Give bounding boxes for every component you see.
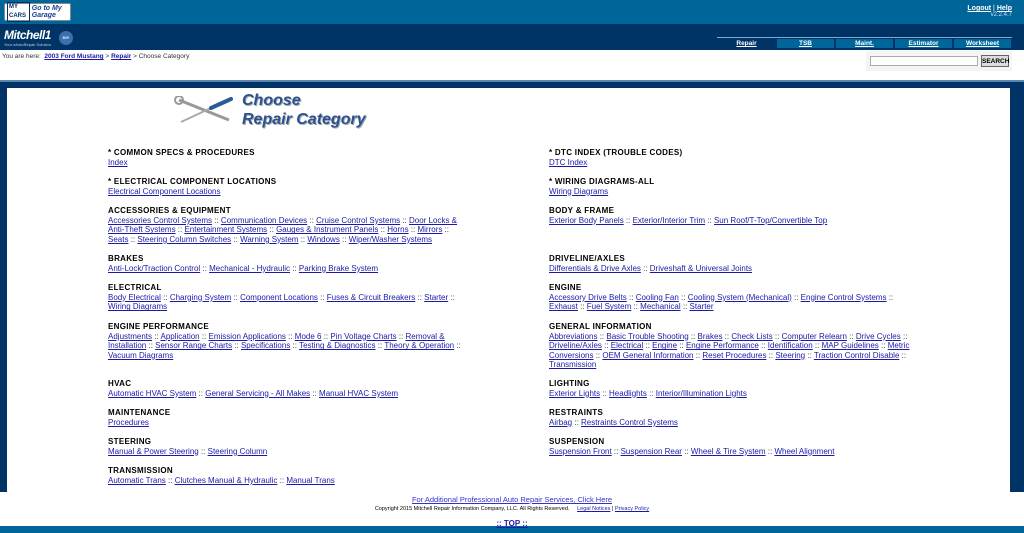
category-link[interactable]: Interior/Illumination Lights — [655, 388, 747, 398]
category-link[interactable]: Index — [108, 157, 128, 167]
separator: :: — [643, 341, 653, 351]
separator: :: — [623, 215, 633, 225]
category-link[interactable]: Steering Column — [207, 446, 268, 456]
category-title: * COMMON SPECS & PROCEDURES — [108, 148, 255, 157]
category-link[interactable]: Warning System — [240, 234, 299, 244]
category-link[interactable]: OEM General Information — [602, 350, 694, 360]
separator: :: — [165, 475, 175, 485]
category-link[interactable]: Steering Column Switches — [137, 234, 232, 244]
category-link[interactable]: Driveshaft & Universal Joints — [649, 263, 753, 273]
category-link[interactable]: Wheel Alignment — [774, 446, 835, 456]
separator: :: — [597, 331, 607, 341]
separator: :: — [339, 234, 349, 244]
separator: :: — [681, 446, 691, 456]
category-link[interactable]: Cooling Fan — [635, 292, 679, 302]
category-link[interactable]: Accessory Drive Belts — [549, 292, 627, 302]
go-to-my-garage-button[interactable] — [4, 3, 71, 21]
separator: :: — [231, 234, 241, 244]
category-link[interactable]: Seats — [108, 234, 129, 244]
separator: :: — [310, 388, 320, 398]
separator: :: — [146, 341, 156, 351]
category-link[interactable]: Drive Cycles — [855, 331, 901, 341]
category-link[interactable]: Parking Brake System — [298, 263, 379, 273]
category-link[interactable]: Adjustments — [108, 331, 153, 341]
category-link[interactable]: Manual HVAC System — [319, 388, 399, 398]
separator: :: — [886, 292, 894, 302]
page-title: Choose Repair Category — [242, 92, 366, 128]
category-link[interactable]: DTC Index — [549, 157, 588, 167]
category-title: BODY & FRAME — [549, 206, 615, 215]
separator: :: — [600, 388, 610, 398]
category-link[interactable]: Component Locations — [240, 292, 318, 302]
category-link[interactable]: Traction Control Disable — [813, 350, 900, 360]
separator: :: — [200, 263, 210, 273]
category-link[interactable]: Accessories Control Systems — [108, 215, 213, 225]
separator: :: — [277, 475, 287, 485]
category-title: * WIRING DIAGRAMS-ALL — [549, 177, 655, 186]
separator: :: — [640, 263, 650, 273]
separator: :: — [758, 341, 768, 351]
category-section — [108, 283, 470, 312]
category-link[interactable]: Suspension Front — [549, 446, 612, 456]
separator: :: — [678, 292, 688, 302]
separator: :: — [290, 263, 299, 273]
separator: :: — [160, 292, 170, 302]
category-link[interactable]: Headlights — [609, 388, 647, 398]
category-section — [549, 148, 911, 167]
separator: :: — [899, 350, 907, 360]
category-link[interactable]: Basic Trouble Shooting — [606, 331, 689, 341]
category-link[interactable]: Exterior/Interior Trim — [632, 215, 706, 225]
category-section — [549, 437, 911, 456]
category-title: HVAC — [108, 379, 132, 388]
separator: :: — [688, 331, 698, 341]
category-link[interactable]: Horns — [387, 225, 409, 235]
category-link[interactable]: Mode 6 — [294, 331, 322, 341]
separator: :: — [285, 331, 295, 341]
top-bar — [0, 0, 1024, 24]
tab-estimator[interactable]: Estimator — [894, 38, 953, 49]
separator: :: — [128, 234, 138, 244]
help-link[interactable]: Help — [996, 5, 1012, 12]
category-link[interactable]: Engine Control Systems — [800, 292, 887, 302]
category-link[interactable]: Clutches Manual & Hydraulic — [174, 475, 278, 485]
search-area — [866, 51, 1012, 71]
category-link[interactable]: Suspension Rear — [620, 446, 682, 456]
category-section — [549, 177, 911, 196]
breadcrumb: You are here: 2003 Ford Mustang > Repair > Choose Category — [2, 53, 190, 60]
additional-services-link[interactable]: For Additional Professional Auto Repair Services, Click Here — [411, 495, 613, 504]
category-link[interactable]: Sun Roof/T-Top/Convertible Top — [713, 215, 828, 225]
separator: :: — [378, 225, 388, 235]
category-link[interactable]: Vacuum Diagrams — [108, 350, 174, 360]
category-link[interactable]: Fuel System — [586, 302, 632, 312]
category-link[interactable]: Exhaust — [549, 302, 578, 312]
category-section — [108, 254, 470, 273]
separator: :: — [415, 292, 425, 302]
main-tabs — [717, 37, 1012, 49]
category-link[interactable]: Driveline/Axles — [549, 341, 602, 351]
category-link[interactable]: Starter — [689, 302, 714, 312]
version-text: v2.2.4.7 — [990, 12, 1012, 18]
separator: :: — [846, 331, 856, 341]
separator: :: — [577, 302, 587, 312]
separator: :: — [680, 302, 690, 312]
category-section — [108, 379, 470, 398]
category-section — [108, 437, 470, 456]
category-link[interactable]: Cruise Control Systems — [316, 215, 401, 225]
category-link[interactable]: Emission Applications — [208, 331, 286, 341]
category-link[interactable]: Anti-Lock/Traction Control — [108, 263, 201, 273]
breadcrumb-current: Choose Category — [138, 53, 190, 60]
category-title: RESTRAINTS — [549, 408, 604, 417]
category-link[interactable]: Engine — [652, 341, 678, 351]
category-section — [108, 408, 470, 427]
separator: :: — [805, 350, 814, 360]
separator: :: — [626, 292, 636, 302]
separator: :: — [175, 225, 185, 235]
tab-worksheet[interactable]: Worksheet — [953, 38, 1012, 49]
separator: :: — [631, 302, 641, 312]
copyright-text: Copyright 2015 Mitchell Repair Information Company, LLC. All Rights Reserved. — [374, 506, 570, 512]
category-link[interactable]: Exterior Body Panels — [549, 215, 624, 225]
category-link[interactable]: Procedures — [108, 417, 149, 427]
search-input[interactable] — [870, 56, 978, 66]
category-link[interactable]: Identification — [767, 341, 813, 351]
category-link[interactable]: Charging System — [169, 292, 232, 302]
category-link[interactable]: Wiper/Washer Systems — [348, 234, 432, 244]
category-link[interactable]: Automatic Trans — [108, 475, 166, 485]
mitchell1-logo: Mitchell1 Your eAutoRepair Solution DIY — [4, 28, 51, 47]
top-link[interactable]: :: TOP :: — [496, 519, 528, 528]
category-link[interactable]: Starter — [424, 292, 449, 302]
category-link[interactable]: Transmission — [549, 360, 597, 370]
breadcrumb-vehicle[interactable]: 2003 Ford Mustang — [44, 53, 104, 60]
separator: :: — [448, 292, 455, 302]
category-link[interactable]: Differentials & Drive Axles — [549, 263, 641, 273]
tab-repair[interactable]: Repair — [717, 38, 776, 49]
separator: :: — [408, 225, 418, 235]
category-title: BRAKES — [108, 254, 144, 263]
separator: :: — [231, 292, 241, 302]
category-link[interactable]: Gauges & Instrument Panels — [276, 225, 379, 235]
category-title: ENGINE — [549, 283, 582, 292]
separator: :: — [646, 388, 656, 398]
separator: :: — [705, 215, 714, 225]
separator: :: — [765, 446, 775, 456]
category-link[interactable]: Check Lists — [731, 331, 773, 341]
category-link[interactable]: Restraints Control Systems — [581, 417, 678, 427]
search-button[interactable]: SEARCH — [981, 55, 1009, 67]
category-link[interactable]: Theory & Operation — [384, 341, 455, 351]
category-section — [108, 177, 470, 196]
category-title: DRIVELINE/AXLES — [549, 254, 626, 263]
category-link[interactable]: Electrical — [610, 341, 644, 351]
breadcrumb-prefix: You are here: — [2, 53, 41, 60]
separator: :: — [812, 341, 822, 351]
category-link[interactable]: Steering — [775, 350, 806, 360]
category-section — [108, 148, 470, 167]
separator: :: — [198, 446, 208, 456]
category-link[interactable]: Wiring Diagrams — [549, 186, 609, 196]
separator: :: — [442, 225, 450, 235]
category-link[interactable]: General Servicing - All Makes — [205, 388, 311, 398]
content-panel — [7, 88, 1010, 492]
separator: :: — [791, 292, 801, 302]
category-title: TRANSMISSION — [108, 466, 173, 475]
separator: :: — [900, 331, 908, 341]
separator: :: — [572, 417, 582, 427]
separator: :: — [878, 341, 888, 351]
separator: :: — [199, 331, 209, 341]
category-link[interactable]: Communication Devices — [220, 215, 308, 225]
tab-maint[interactable]: Maint. — [835, 38, 894, 49]
category-section — [549, 206, 911, 225]
category-link[interactable]: Testing & Diagnostics — [299, 341, 376, 351]
separator: :: — [298, 234, 308, 244]
category-link[interactable]: MAP Guidelines — [821, 341, 879, 351]
category-link[interactable]: Airbag — [549, 417, 573, 427]
category-section — [108, 466, 470, 485]
my-cars-badge: MY CARS — [7, 2, 30, 22]
category-section — [549, 322, 911, 370]
tab-tsb[interactable]: TSB — [776, 38, 835, 49]
category-link[interactable]: Door Locks & Anti-Theft Systems — [108, 215, 458, 235]
separator: :: — [375, 341, 385, 351]
category-link[interactable]: Metric Conversions — [549, 341, 910, 360]
category-link[interactable]: Removal & Installation — [108, 331, 445, 351]
category-link[interactable]: Exterior Lights — [549, 388, 601, 398]
separator: :: — [317, 292, 327, 302]
category-link[interactable]: Fuses & Circuit Breakers — [326, 292, 416, 302]
category-link[interactable]: Mirrors — [417, 225, 443, 235]
category-link[interactable]: Brakes — [697, 331, 723, 341]
category-title: MAINTENANCE — [108, 408, 171, 417]
category-link[interactable]: Body Electrical — [108, 292, 161, 302]
category-section — [549, 254, 911, 273]
category-link[interactable]: Electrical Component Locations — [108, 186, 221, 196]
category-link[interactable]: Cooling System (Mechanical) — [687, 292, 792, 302]
category-link[interactable]: Wiring Diagrams — [108, 302, 168, 312]
account-links: Logout | Help v2.2.4.7 — [967, 5, 1012, 18]
separator: :: — [307, 215, 317, 225]
category-title: GENERAL INFORMATION — [549, 322, 652, 331]
separator: :: — [772, 331, 782, 341]
category-title: STEERING — [108, 437, 152, 446]
garage-link-label: Go to My Garage — [31, 5, 62, 19]
separator: :: — [212, 215, 221, 225]
category-link[interactable]: Automatic HVAC System — [108, 388, 197, 398]
wrench-screwdriver-icon — [173, 96, 237, 126]
category-title: LIGHTING — [549, 379, 590, 388]
footer: For Additional Professional Auto Repair Services, Click Here Copyright 2015 Mitchell Repair Information Company, LLC. All Rights Reserved. Legal Notices | Privacy Policy :: TOP :: — [0, 495, 1024, 531]
separator: :: — [400, 215, 409, 225]
category-title: SUSPENSION — [549, 437, 605, 446]
category-link[interactable]: Engine Performance — [685, 341, 759, 351]
category-title: * DTC INDEX (TROUBLE CODES) — [549, 148, 683, 157]
category-section — [549, 379, 911, 398]
category-section — [108, 322, 470, 360]
separator: :: — [454, 341, 461, 351]
category-title: * ELECTRICAL COMPONENT LOCATIONS — [108, 177, 277, 186]
breadcrumb-repair[interactable]: Repair — [111, 53, 132, 60]
category-link[interactable]: Manual Trans — [286, 475, 335, 485]
category-link[interactable]: Mechanical — [640, 302, 681, 312]
category-link[interactable]: Application — [160, 331, 200, 341]
separator: :: — [396, 331, 406, 341]
logout-link[interactable]: Logout — [967, 5, 992, 12]
separator: :: — [722, 331, 732, 341]
content-frame — [0, 80, 1024, 492]
category-link[interactable]: Entertainment Systems — [184, 225, 268, 235]
legal-notices-link[interactable]: Legal Notices — [577, 506, 611, 512]
category-link[interactable]: Wheel & Tire System — [690, 446, 766, 456]
separator: :: — [321, 331, 331, 341]
category-section — [549, 408, 911, 427]
category-link[interactable]: Computer Relearn — [781, 331, 847, 341]
category-title: ELECTRICAL — [108, 283, 162, 292]
privacy-policy-link[interactable]: Privacy Policy — [614, 506, 650, 512]
separator: :: — [196, 388, 206, 398]
category-link[interactable]: Manual & Power Steering — [108, 446, 199, 456]
separator: :: — [152, 331, 161, 341]
category-link[interactable]: Windows — [307, 234, 340, 244]
category-link[interactable]: Abbreviations — [549, 331, 598, 341]
separator: :: — [290, 341, 300, 351]
category-link[interactable]: Sensor Range Charts — [155, 341, 233, 351]
category-title: ENGINE PERFORMANCE — [108, 322, 209, 331]
separator: :: — [693, 350, 703, 360]
category-link[interactable]: Specifications — [240, 341, 291, 351]
separator: :: — [267, 225, 277, 235]
category-link[interactable]: Mechanical - Hydraulic — [209, 263, 290, 273]
separator: :: — [611, 446, 621, 456]
category-link[interactable]: Pin Voltage Charts — [330, 331, 397, 341]
separator: :: — [766, 350, 776, 360]
separator: :: — [677, 341, 686, 351]
separator: :: — [232, 341, 241, 351]
separator: :: — [593, 350, 603, 360]
separator: :: — [601, 341, 611, 351]
category-section — [108, 206, 470, 244]
category-section — [549, 283, 911, 312]
category-link[interactable]: Reset Procedures — [702, 350, 767, 360]
category-title: ACCESSORIES & EQUIPMENT — [108, 206, 231, 215]
